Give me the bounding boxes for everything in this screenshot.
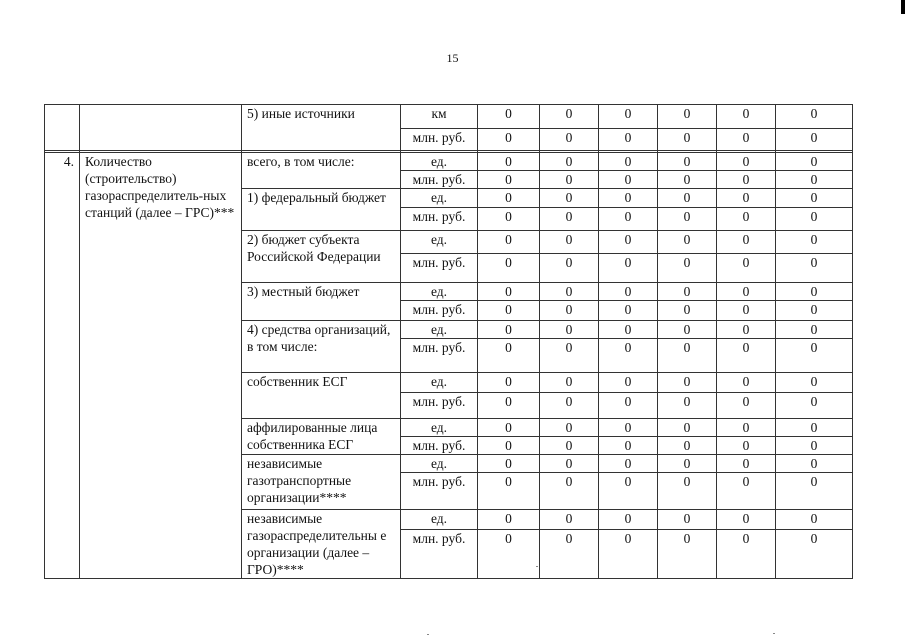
value-cell: 0 (658, 129, 717, 151)
unit-cell: ед. (401, 153, 478, 171)
unit-cell: ед. (401, 231, 478, 254)
value-cell: 0 (540, 419, 599, 437)
value-cell: 0 (717, 254, 776, 283)
value-cell: 0 (717, 339, 776, 373)
scan-speck (536, 566, 538, 567)
value-cell: 0 (776, 301, 853, 321)
unit-cell: млн. руб. (401, 254, 478, 283)
value-cell: 0 (599, 393, 658, 419)
value-cell: 0 (540, 437, 599, 455)
table-row (45, 105, 853, 129)
value-cell: 0 (717, 419, 776, 437)
row-label: аффилированные лица собственника ЕСГ (242, 419, 401, 455)
value-cell: 0 (776, 283, 853, 301)
value-cell: 0 (599, 321, 658, 339)
value-cell: 0 (478, 473, 540, 510)
value-cell: 0 (599, 171, 658, 189)
value-cell: 0 (599, 208, 658, 231)
row-label: 2) бюджет субъекта Российской Федерации (242, 231, 401, 283)
unit-cell: ед. (401, 321, 478, 339)
unit-cell: млн. руб. (401, 208, 478, 231)
empty-title-cell (80, 105, 242, 151)
value-cell: 0 (599, 231, 658, 254)
value-cell: 0 (540, 393, 599, 419)
value-cell: 0 (540, 339, 599, 373)
value-cell: 0 (776, 455, 853, 473)
value-cell: 0 (717, 171, 776, 189)
value-cell: 0 (599, 339, 658, 373)
value-cell: 0 (599, 254, 658, 283)
value-cell: 0 (658, 339, 717, 373)
value-cell: 0 (658, 419, 717, 437)
value-cell: 0 (540, 254, 599, 283)
value-cell: 0 (658, 105, 717, 129)
unit-cell: млн. руб. (401, 530, 478, 579)
value-cell: 0 (776, 171, 853, 189)
value-cell: 0 (717, 283, 776, 301)
value-cell: 0 (478, 419, 540, 437)
unit-cell: км (401, 105, 478, 129)
value-cell: 0 (540, 283, 599, 301)
unit-cell: млн. руб. (401, 301, 478, 321)
row-label: собственник ЕСГ (242, 373, 401, 419)
value-cell: 0 (658, 171, 717, 189)
value-cell: 0 (776, 321, 853, 339)
unit-cell: ед. (401, 283, 478, 301)
value-cell: 0 (540, 171, 599, 189)
unit-cell: млн. руб. (401, 437, 478, 455)
value-cell: 0 (540, 455, 599, 473)
value-cell: 0 (776, 339, 853, 373)
value-cell: 0 (776, 129, 853, 151)
value-cell: 0 (478, 171, 540, 189)
value-cell: 0 (776, 189, 853, 208)
value-cell: 0 (540, 129, 599, 151)
value-cell: 0 (540, 105, 599, 129)
value-cell: 0 (540, 530, 599, 579)
value-cell: 0 (658, 231, 717, 254)
unit-cell: млн. руб. (401, 393, 478, 419)
value-cell: 0 (717, 393, 776, 419)
value-cell: 0 (599, 373, 658, 393)
value-cell: 0 (717, 510, 776, 530)
value-cell: 0 (540, 189, 599, 208)
value-cell: 0 (776, 231, 853, 254)
value-cell: 0 (717, 437, 776, 455)
value-cell: 0 (540, 373, 599, 393)
scan-speck (427, 634, 429, 635)
value-cell: 0 (599, 437, 658, 455)
value-cell: 0 (478, 105, 540, 129)
value-cell: 0 (478, 129, 540, 151)
value-cell: 0 (599, 283, 658, 301)
value-cell: 0 (478, 393, 540, 419)
value-cell: 0 (658, 437, 717, 455)
value-cell: 0 (599, 530, 658, 579)
value-cell: 0 (658, 189, 717, 208)
value-cell: 0 (478, 231, 540, 254)
value-cell: 0 (717, 231, 776, 254)
value-cell: 0 (776, 510, 853, 530)
page-number: 15 (446, 51, 459, 65)
value-cell: 0 (717, 530, 776, 579)
value-cell: 0 (717, 208, 776, 231)
value-cell: 0 (717, 373, 776, 393)
value-cell: 0 (540, 321, 599, 339)
value-cell: 0 (658, 254, 717, 283)
value-cell: 0 (540, 510, 599, 530)
unit-cell: ед. (401, 419, 478, 437)
value-cell: 0 (478, 373, 540, 393)
value-cell: 0 (478, 530, 540, 579)
unit-cell: ед. (401, 373, 478, 393)
value-cell: 0 (540, 153, 599, 171)
scan-speck (773, 633, 775, 634)
value-cell: 0 (717, 153, 776, 171)
value-cell: 0 (717, 473, 776, 510)
value-cell: 0 (776, 254, 853, 283)
value-cell: 0 (658, 455, 717, 473)
value-cell: 0 (540, 473, 599, 510)
value-cell: 0 (776, 373, 853, 393)
value-cell: 0 (478, 208, 540, 231)
item-title: Количество (строительство) газораспределитель-ных станций (далее – ГРС)*** (80, 153, 242, 579)
value-cell: 0 (717, 455, 776, 473)
value-cell: 0 (776, 530, 853, 579)
value-cell: 0 (717, 301, 776, 321)
row-label: 5) иные источники (242, 105, 401, 151)
value-cell: 0 (599, 473, 658, 510)
empty-number-cell (45, 105, 80, 151)
value-cell: 0 (478, 283, 540, 301)
value-cell: 0 (599, 105, 658, 129)
value-cell: 0 (599, 455, 658, 473)
row-label: независимые газораспределительны е организации (далее – ГРО)**** (242, 510, 401, 579)
value-cell: 0 (658, 510, 717, 530)
unit-cell: млн. руб. (401, 171, 478, 189)
value-cell: 0 (478, 455, 540, 473)
value-cell: 0 (776, 473, 853, 510)
value-cell: 0 (717, 129, 776, 151)
value-cell: 0 (478, 153, 540, 171)
value-cell: 0 (658, 301, 717, 321)
value-cell: 0 (478, 254, 540, 283)
value-cell: 0 (540, 231, 599, 254)
value-cell: 0 (658, 321, 717, 339)
table-row (45, 153, 853, 171)
value-cell: 0 (599, 189, 658, 208)
value-cell: 0 (658, 208, 717, 231)
row-label: 4) средства организаций, в том числе: (242, 321, 401, 373)
row-label: всего, в том числе: (242, 153, 401, 189)
value-cell: 0 (658, 373, 717, 393)
value-cell: 0 (478, 437, 540, 455)
value-cell: 0 (478, 510, 540, 530)
unit-cell: млн. руб. (401, 339, 478, 373)
value-cell: 0 (658, 283, 717, 301)
value-cell: 0 (599, 419, 658, 437)
value-cell: 0 (540, 301, 599, 321)
item-number: 4. (45, 153, 80, 579)
unit-cell: млн. руб. (401, 129, 478, 151)
value-cell: 0 (776, 393, 853, 419)
value-cell: 0 (658, 473, 717, 510)
value-cell: 0 (658, 393, 717, 419)
value-cell: 0 (478, 189, 540, 208)
value-cell: 0 (540, 208, 599, 231)
unit-cell: ед. (401, 455, 478, 473)
value-cell: 0 (717, 189, 776, 208)
unit-cell: ед. (401, 510, 478, 530)
row-label: независимые газотранспортные организации**** (242, 455, 401, 510)
value-cell: 0 (776, 208, 853, 231)
value-cell: 0 (658, 530, 717, 579)
indicators-table (44, 104, 853, 579)
row-label: 3) местный бюджет (242, 283, 401, 321)
unit-cell: ед. (401, 189, 478, 208)
value-cell: 0 (478, 321, 540, 339)
value-cell: 0 (599, 510, 658, 530)
value-cell: 0 (478, 339, 540, 373)
value-cell: 0 (599, 301, 658, 321)
value-cell: 0 (658, 153, 717, 171)
value-cell: 0 (776, 419, 853, 437)
value-cell: 0 (776, 437, 853, 455)
value-cell: 0 (599, 153, 658, 171)
value-cell: 0 (717, 105, 776, 129)
value-cell: 0 (478, 301, 540, 321)
value-cell: 0 (776, 105, 853, 129)
value-cell: 0 (776, 153, 853, 171)
scan-edge-mark (901, 0, 905, 14)
value-cell: 0 (599, 129, 658, 151)
unit-cell: млн. руб. (401, 473, 478, 510)
row-label: 1) федеральный бюджет (242, 189, 401, 231)
value-cell: 0 (717, 321, 776, 339)
